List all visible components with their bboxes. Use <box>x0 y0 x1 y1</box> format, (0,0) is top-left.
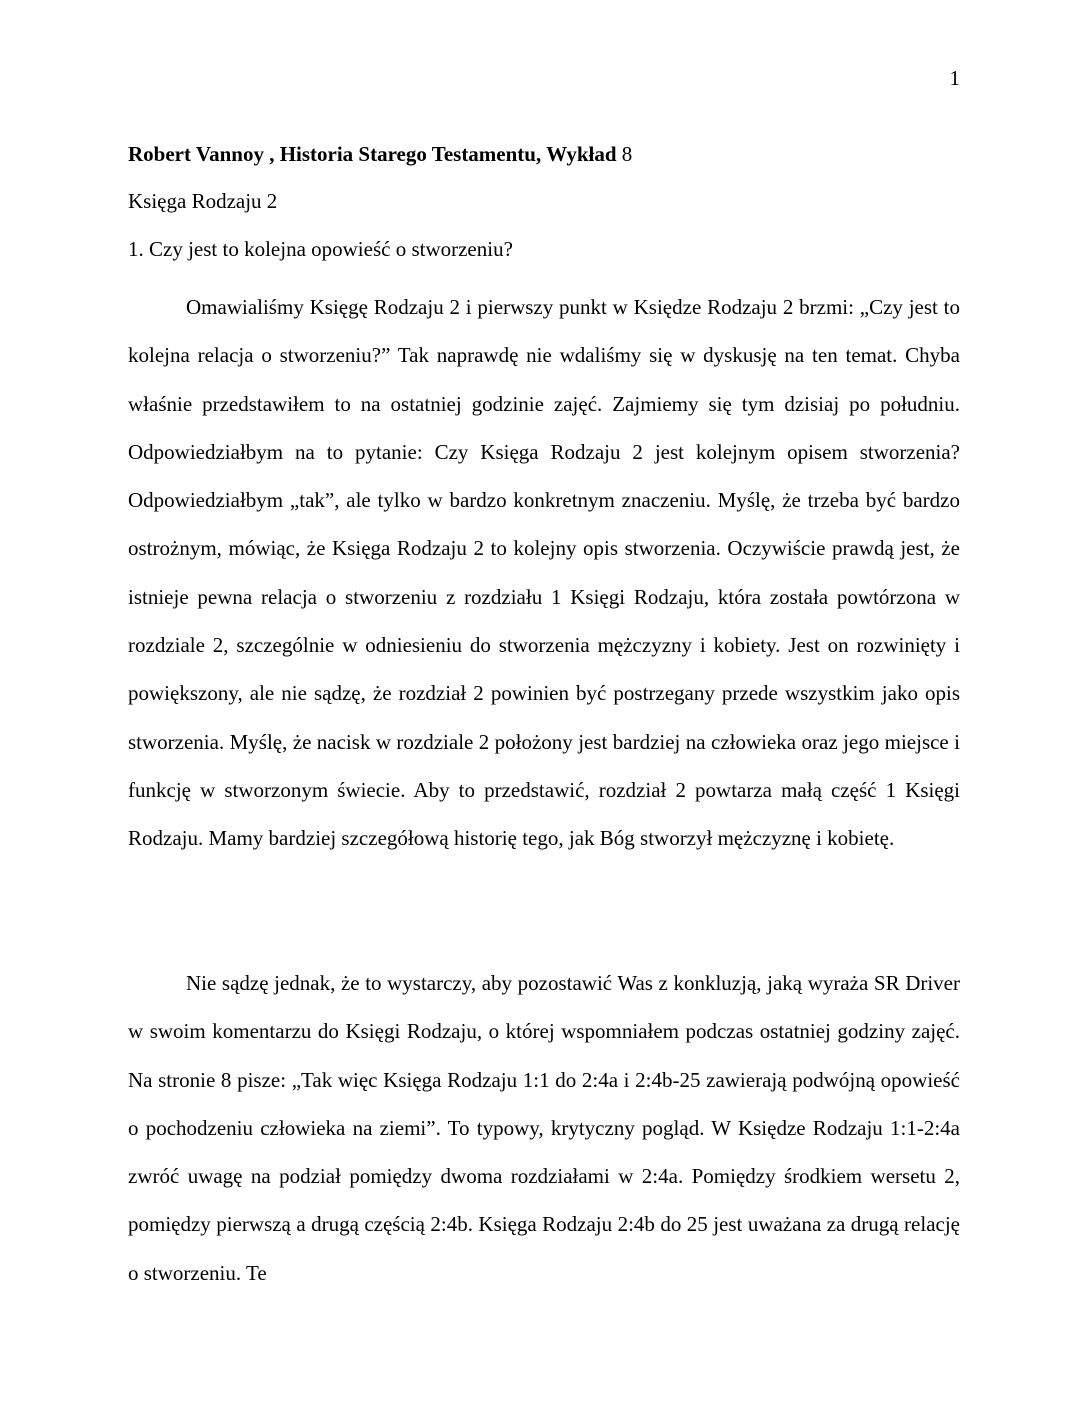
body-paragraph: Omawialiśmy Księgę Rodzaju 2 i pierwszy punkt w Księdze Rodzaju 2 brzmi: „Czy jest to kolejna relacja o stworzeniu?” Tak naprawdę nie wdaliśmy się w dyskusję na ten temat. Chyba właśnie przedstawiłem to na ostatniej godzinie zajęć. Zajmiemy się tym dzisiaj po południu. Odpowiedziałbym na to pytanie: Czy Księga Rodzaju 2 jest kolejnym opisem stworzenia? Odpowiedziałbym „tak”, ale tylko w bardzo konkretnym znaczeniu. Myślę, że trzeba być bardzo ostrożnym, mówiąc, że Księga Rodzaju 2 to kolejny opis stworzenia. Oczywiście prawdą jest, że istnieje pewna relacja o stworzeniu z rozdziału 1 Księgi Rodzaju, która została powtórzona w rozdziale 2, szczególnie w odniesieniu do stworzenia mężczyzny i kobiety. Jest on rozwinięty i powiększony, ale nie sądzę, że rozdział 2 powinien być postrzegany przede wszystkim jako opis stworzenia. Myślę, że nacisk w rozdziale 2 położony jest bardziej na człowieka oraz jego miejsce i funkcję w stworzonym świecie. Aby to przedstawić, rozdział 2 powtarza małą część 1 Księgi Rodzaju. Mamy bardziej szczegółową historię tego, jak Bóg stworzył mężczyznę i kobietę. <box>128 295 960 851</box>
title-text: Robert Vannoy , Historia Starego Testamentu, Wykład <box>128 142 617 166</box>
document-subtitle: Księga Rodzaju 2 <box>128 189 278 213</box>
page-number: 1 <box>949 66 960 90</box>
document-title <box>128 142 632 167</box>
body-paragraph: Nie sądzę jednak, że to wystarczy, aby pozostawić Was z konkluzją, jaką wyraża SR Driver w swoim komentarzu do Księgi Rodzaju, o której wspomniałem podczas ostatniej godziny zajęć. Na stronie 8 pisze: „Tak więc Księga Rodzaju 1:1 do 2:4a i 2:4b-25 zawierają podwójną opowieść o pochodzeniu człowieka na ziemi”. To typowy, krytyczny pogląd. W Księdze Rodzaju 1:1-2:4a zwróć uwagę na podział pomiędzy dwoma rozdziałami w 2:4a. Pomiędzy środkiem wersetu 2, pomiędzy pierwszą a drugą częścią 2:4b. Księga Rodzaju 2:4b do 25 jest uważana za drugą relację o stworzeniu. Te <box>128 971 960 1285</box>
lecture-number: 8 <box>621 142 633 166</box>
section-heading: 1. Czy jest to kolejna opowieść o stworzeniu? <box>128 237 513 261</box>
